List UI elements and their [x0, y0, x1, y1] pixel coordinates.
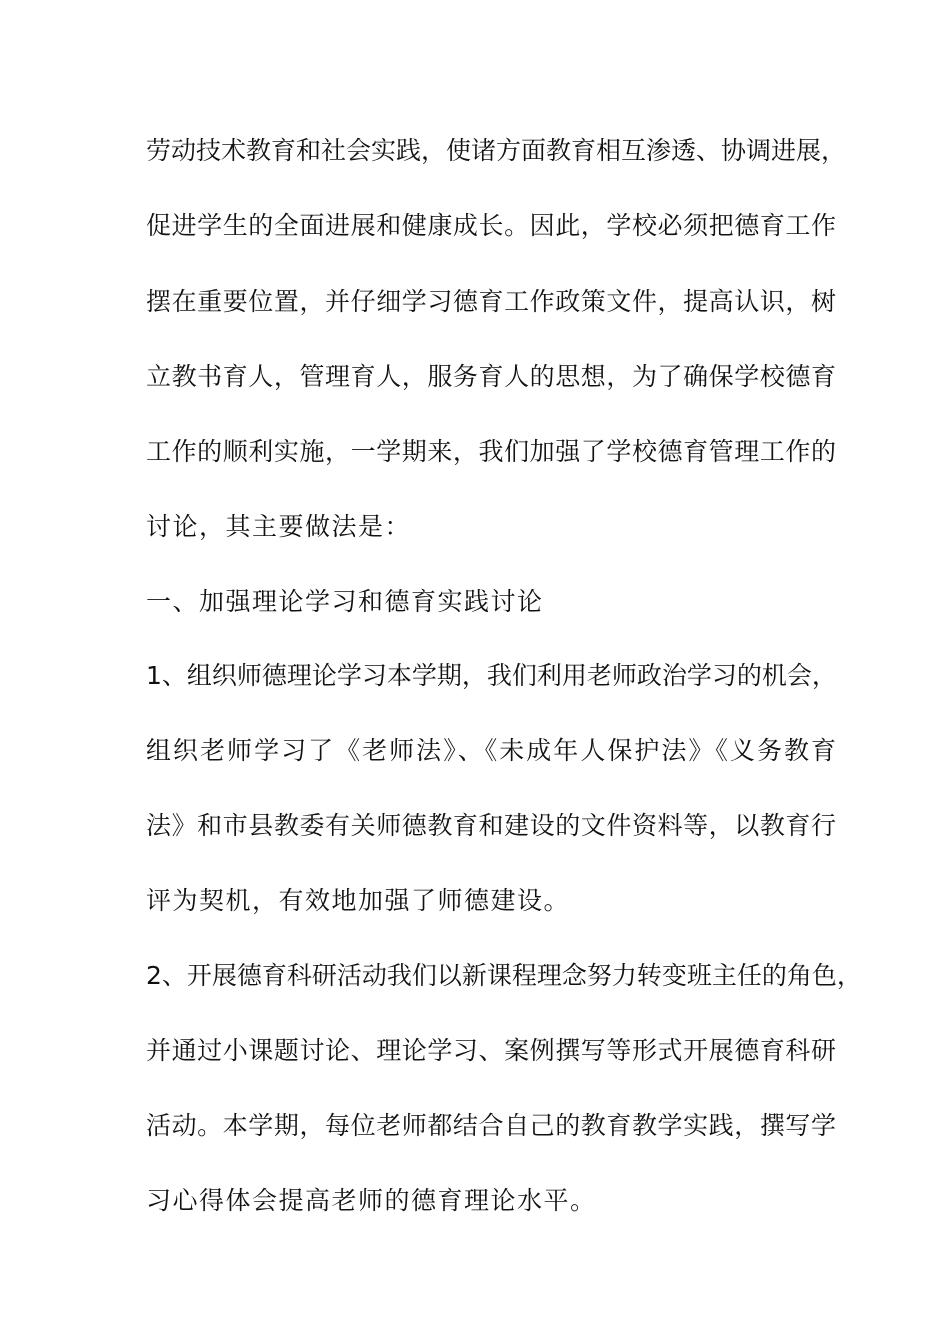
paragraph-line: 劳动技术教育和社会实践，使诸方面教育相互渗透、协调进展，: [146, 136, 847, 165]
paragraph-line: 法》和市县教委有关师德教育和建设的文件资料等，以教育行: [146, 811, 836, 840]
paragraph-line: 活动。本学期，每位老师都结合自己的教育教学实践，撰写学: [146, 1111, 836, 1140]
paragraph-line: 促进学生的全面进展和健康成长。因此，学校必须把德育工作: [146, 211, 836, 240]
paragraph-line: 评为契机，有效地加强了师德建设。: [146, 886, 571, 915]
paragraph-line: 并通过小课题讨论、理论学习、案例撰写等形式开展德育科研: [146, 1036, 836, 1065]
paragraph-line: 立教书育人，管理育人，服务育人的思想，为了确保学校德育: [146, 362, 836, 391]
paragraph-line: 工作的顺利实施，一学期来，我们加强了学校德育管理工作的: [146, 437, 836, 466]
paragraph-line: 2、开展德育科研活动我们以新课程理念努力转变班主任的角色，: [146, 961, 862, 990]
paragraph-line: 1、组织师德理论学习本学期，我们利用老师政治学习的机会，: [146, 661, 837, 690]
section-heading: 一、加强理论学习和德育实践讨论: [146, 587, 544, 616]
paragraph-line: 讨论，其主要做法是：: [146, 512, 412, 541]
paragraph-line: 组织老师学习了《老师法》、《未成年人保护法》《义务教育: [146, 736, 836, 765]
paragraph-line: 习心得体会提高老师的德育理论水平。: [146, 1186, 597, 1215]
paragraph-line: 摆在重要位置，并仔细学习德育工作政策文件，提高认识，树: [146, 287, 836, 316]
